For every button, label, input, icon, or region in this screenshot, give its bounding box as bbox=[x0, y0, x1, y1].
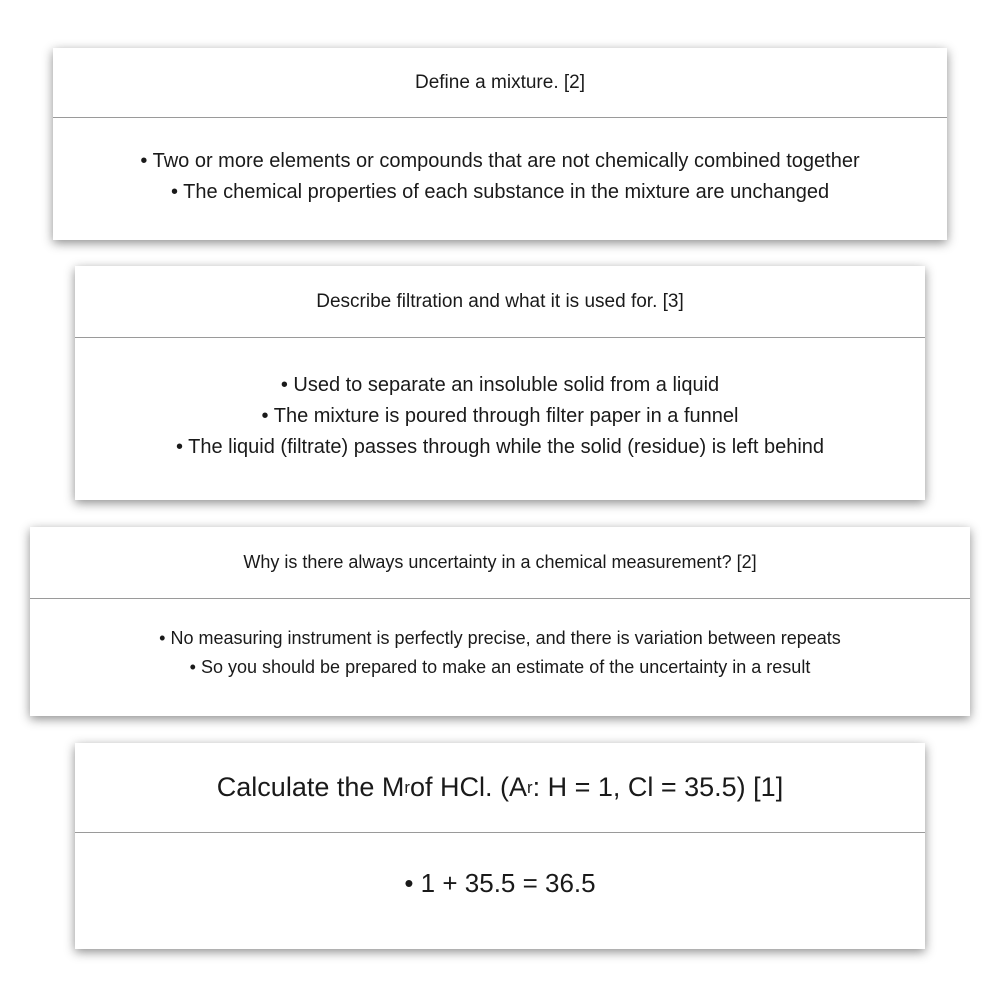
flashcard-relative-mass bbox=[75, 743, 925, 949]
answer-area bbox=[75, 833, 925, 949]
question-part: of HCl. (A bbox=[409, 772, 527, 802]
question-text: Define a mixture. [2] bbox=[53, 48, 947, 118]
answer-area bbox=[53, 118, 947, 240]
answer-area bbox=[30, 599, 970, 716]
question-text: Describe filtration and what it is used for. [3] bbox=[75, 266, 925, 338]
answer-line: • The liquid (filtrate) passes through while the solid (residue) is left behind bbox=[175, 435, 825, 458]
question-text: Why is there always uncertainty in a chemical measurement? [2] bbox=[30, 527, 970, 599]
question-part: : H = 1, Cl = 35.5) [1] bbox=[532, 772, 784, 802]
answer-line: • 1 + 35.5 = 36.5 bbox=[404, 867, 596, 898]
flashcard-mixture bbox=[53, 48, 947, 240]
question-text: Calculate the M r of HCl. (A r : H = 1, Cl = 35.5) [1] bbox=[75, 743, 925, 833]
flashcard-filtration bbox=[75, 266, 925, 500]
question-part: Calculate the M bbox=[216, 772, 405, 802]
flashcard-uncertainty bbox=[30, 527, 970, 716]
answer-line: • The chemical properties of each substance in the mixture are unchanged bbox=[170, 181, 830, 203]
answer-area bbox=[75, 338, 925, 500]
answer-line: • The mixture is poured through filter paper in a funnel bbox=[261, 404, 739, 427]
answer-line: • So you should be prepared to make an estimate of the uncertainty in a result bbox=[189, 656, 811, 677]
answer-line: • Two or more elements or compounds that are not chemically combined together bbox=[140, 150, 860, 172]
answer-line: • No measuring instrument is perfectly precise, and there is variation between repeats bbox=[159, 627, 841, 648]
answer-line: • Used to separate an insoluble solid from a liquid bbox=[280, 373, 720, 396]
